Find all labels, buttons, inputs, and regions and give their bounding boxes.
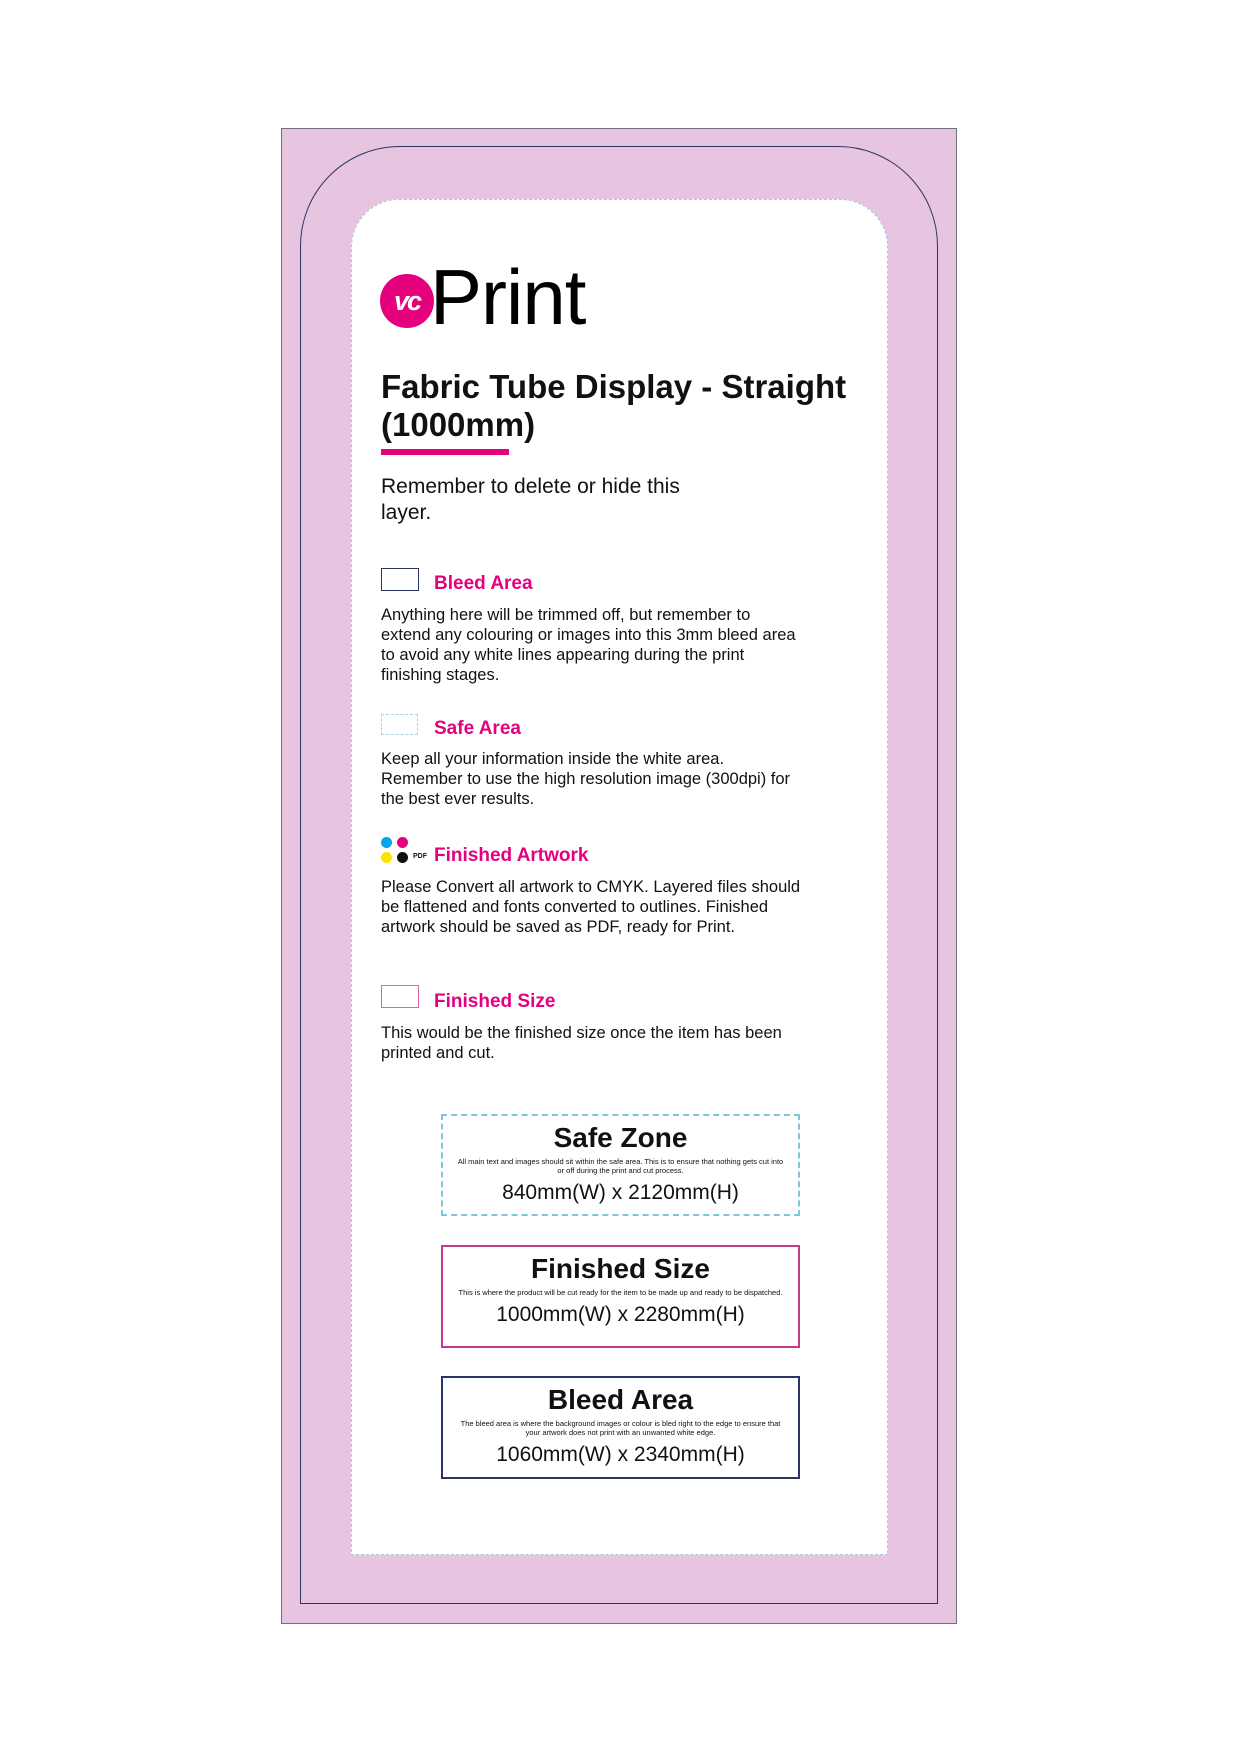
cyan-dot-icon xyxy=(381,837,392,848)
black-dot-icon xyxy=(397,852,408,863)
safe-zone-measurement: 840mm(W) x 2120mm(H) xyxy=(502,1181,739,1204)
finished-size-measurement: 1000mm(W) x 2280mm(H) xyxy=(496,1303,745,1326)
safe-zone-title: Safe Zone xyxy=(553,1122,688,1153)
title-underline xyxy=(381,449,509,455)
bleed-area-title: Bleed Area xyxy=(547,1384,694,1415)
logo-word: Print xyxy=(430,253,586,341)
yellow-dot-icon xyxy=(381,852,392,863)
cmyk-pdf-icon xyxy=(381,837,431,865)
section-title-bleed-area: Bleed Area xyxy=(434,573,533,594)
section-title-finished-artwork: Finished Artwork xyxy=(434,845,589,866)
section-title-safe-area: Safe Area xyxy=(434,718,521,739)
safe-zone-description: All main text and images should sit within the safe area. This is to ensure that nothing gets cut into or off during the print and cut process. xyxy=(457,1157,784,1175)
bleed-area-description: The bleed area is where the background images or colour is bled right to the edge to ensure that your artwork does not print with an unwanted white edge. xyxy=(460,1419,781,1437)
finished-swatch-icon xyxy=(381,985,419,1008)
section-body-safe-area: Keep all your information inside the white area. Remember to use the high resolution image (300dpi) for the best ever results. xyxy=(381,750,791,808)
section-title-finished-size: Finished Size xyxy=(434,991,556,1012)
reminder-text: Remember to delete or hide this layer. xyxy=(381,475,680,524)
finished-size-title: Finished Size xyxy=(531,1253,710,1284)
pdf-badge: PDF xyxy=(413,853,427,860)
section-body-finished-size: This would be the finished size once the item has been printed and cut. xyxy=(381,1024,782,1062)
safe-swatch-icon xyxy=(381,714,418,735)
section-body-bleed-area: Anything here will be trimmed off, but remember to extend any colouring or images into this 3mm bleed area to avoid any white lines appearing during the print finishing stages. xyxy=(381,606,796,684)
finished-size-box xyxy=(441,1245,800,1348)
magenta-dot-icon xyxy=(397,837,408,848)
bleed-swatch-icon xyxy=(381,568,419,591)
page-title: Fabric Tube Display - Straight (1000mm) xyxy=(381,368,847,443)
bleed-area-measurement: 1060mm(W) x 2340mm(H) xyxy=(496,1443,745,1466)
section-body-finished-artwork: Please Convert all artwork to CMYK. Layered files should be flattened and fonts converted to outlines. Finished artwork should be saved as PDF, ready for Print. xyxy=(381,878,801,936)
safe-zone-box xyxy=(441,1114,800,1216)
finished-size-description: This is where the product will be cut ready for the item to be made up and ready to be dispatched. xyxy=(458,1288,783,1297)
bleed-area-box xyxy=(441,1376,800,1479)
logo-badge: vc xyxy=(380,274,434,328)
